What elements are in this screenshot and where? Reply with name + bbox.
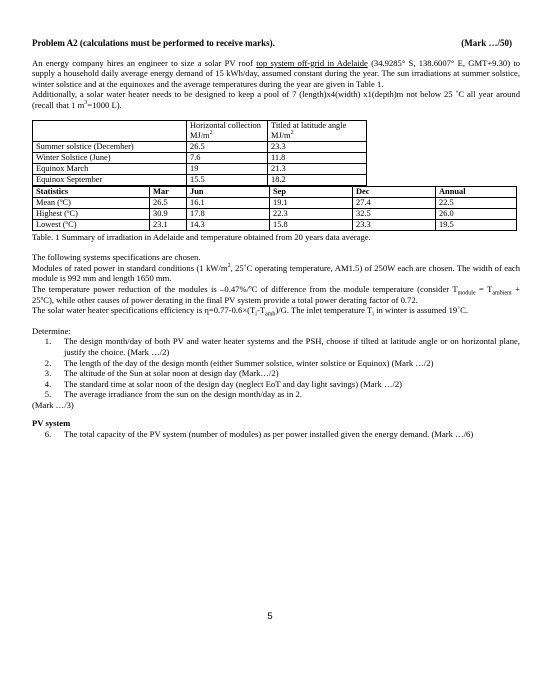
heater-sub: amb bbox=[265, 311, 276, 318]
problem-mark: (Mark …/50) bbox=[461, 38, 512, 48]
temp-text-b: = T bbox=[475, 283, 493, 294]
table-cell: Equinox March bbox=[33, 163, 187, 174]
list-text: The length of the day of the design month (either Summer solstice, winter solstice or Equinox) (Mark …/2) bbox=[64, 357, 434, 368]
table-row bbox=[33, 152, 367, 163]
table-row bbox=[33, 174, 367, 185]
heater-intro-text-a: Additionally, a solar water heater needs to be designed to keep a pool of 7 (length)x4(width) x1(depth)m not below 25 ˚C all year around (recall that 1 m bbox=[32, 89, 520, 110]
list-number: 5. bbox=[44, 389, 52, 400]
intro-underlined-text: top system off-grid in Adelaide bbox=[256, 57, 368, 68]
heater-sub: i bbox=[255, 311, 257, 318]
table-cell: 26.0 bbox=[436, 208, 517, 219]
table-cell: Highest (ºC) bbox=[33, 208, 150, 219]
table-row bbox=[33, 208, 517, 219]
table-cell: Summer solstice (December) bbox=[33, 141, 187, 152]
heater-text-b: -T bbox=[256, 305, 266, 316]
table-header-cell: Mar bbox=[150, 186, 187, 197]
table-cell: 16.1 bbox=[187, 197, 270, 208]
modules-text-a: Modules of rated power in standard conditions (1 kW/m bbox=[32, 262, 228, 273]
table-cell: Lowest (ºC) bbox=[33, 219, 150, 230]
table-cell: 26.5 bbox=[150, 197, 187, 208]
list-number: 2. bbox=[44, 357, 52, 368]
table-cell: Equinox September bbox=[33, 174, 187, 185]
table-cell: 17.8 bbox=[187, 208, 270, 219]
heater-text-c: )/G. The inlet temperature T bbox=[275, 305, 373, 316]
table-cell: 14.3 bbox=[187, 219, 270, 230]
modules-sup: 2 bbox=[227, 262, 231, 269]
modules-text-b: , 25˚C operating temperature, AM1.5) of 250W each are chosen. The width of each module is 992 mm and length 1650 mm. bbox=[32, 262, 520, 284]
table-cell: 23.3 bbox=[268, 141, 367, 152]
temp-sub: ambient bbox=[492, 290, 512, 297]
list-text: The altitude of the Sun at solar noon at design day (Mark…/2) bbox=[64, 368, 279, 379]
specs-intro: The following systems specifications are chosen. bbox=[32, 252, 201, 263]
table-cell: 26.5 bbox=[187, 141, 268, 152]
intro-paragraph bbox=[32, 58, 520, 90]
document-page bbox=[32, 38, 520, 440]
table-cell: 22.3 bbox=[270, 208, 353, 219]
table-cell: Mean (ºC) bbox=[33, 197, 150, 208]
table-cell: 15.8 bbox=[270, 219, 353, 230]
table-cell: 19.5 bbox=[436, 219, 517, 230]
heater-text-a: The solar water heater specifications efficiency is η=0.77-0.6×(T bbox=[32, 305, 256, 316]
irradiation-header-cell bbox=[33, 120, 187, 141]
heater-intro-sup: 3 bbox=[84, 100, 88, 107]
list-text: The average irradiance from the sun on the design month/day as in 2. bbox=[64, 389, 302, 400]
table-cell: 22.5 bbox=[436, 197, 517, 208]
table-cell: 19 bbox=[187, 163, 268, 174]
list-text: The design month/day of both PV and water heater systems and the PSH, choose if tilted at latitude angle or on horizontal plane, justify the choice. (Mark …/2) bbox=[64, 336, 520, 357]
list-number: 1. bbox=[44, 336, 52, 347]
intro-text-b: (34.9285° S, 138.6007° E, GMT+9.30) to supply a household daily average energy demand of 15 kWh/day, assumed constant during the year. The sun irradiations at summer solstice, winter solstice and at the equinoxes and the average temperatures during the year are given in Table 1. bbox=[32, 57, 521, 89]
temp-sub: module bbox=[457, 290, 476, 297]
heater-intro-paragraph bbox=[32, 89, 520, 110]
table-cell: 27.4 bbox=[353, 197, 436, 208]
table-cell: 11.8 bbox=[268, 152, 367, 163]
heater-text-d: in winter is assumed 19˚C. bbox=[373, 305, 468, 316]
problem-title: Problem A2 (calculations must be performed to receive marks). bbox=[32, 38, 275, 48]
header-sup: 2 bbox=[290, 129, 294, 136]
list-number: 4. bbox=[44, 378, 52, 389]
list-item bbox=[32, 368, 520, 379]
problem-heading bbox=[32, 38, 520, 49]
temp-text-a: The temperature power reduction of the modules is –0.47%/ºC of difference from the module temperature (consider T bbox=[32, 283, 458, 294]
table-cell: 19.1 bbox=[270, 197, 353, 208]
table-header-cell: Statistics bbox=[33, 186, 150, 197]
list-text: The standard time at solar noon of the design day (neglect EoT and day light savings) (Mark …/2) bbox=[64, 378, 403, 389]
table-cell: 18.2 bbox=[268, 174, 367, 185]
page-number: 5 bbox=[267, 611, 273, 622]
table-cell: Winter Solstice (June) bbox=[33, 152, 187, 163]
table-cell: 23.1 bbox=[150, 219, 187, 230]
table-header-cell: Jun bbox=[187, 186, 270, 197]
modules-paragraph bbox=[32, 263, 520, 284]
list-number: 6. bbox=[44, 429, 52, 440]
temperature-table bbox=[32, 186, 517, 231]
irradiation-header-cell bbox=[268, 120, 367, 141]
table-cell: 30.9 bbox=[150, 208, 187, 219]
determine-label: Determine: bbox=[32, 325, 71, 336]
table-row bbox=[33, 163, 367, 174]
irradiation-header-row bbox=[33, 120, 367, 141]
list-item bbox=[32, 429, 520, 440]
table-header-cell: Annual bbox=[436, 186, 517, 197]
heater-sub: i bbox=[372, 311, 374, 318]
table-cell: 23.3 bbox=[353, 219, 436, 230]
table-caption: Table. 1 Summary of irradiation in Adelaide and temperature obtained from 20 years data average. bbox=[32, 231, 371, 242]
list-item bbox=[32, 336, 520, 357]
table-cell: 15.5 bbox=[187, 174, 268, 185]
list-number: 3. bbox=[44, 368, 52, 379]
temperature-paragraph bbox=[32, 284, 520, 305]
table-header-cell: Dec bbox=[353, 186, 436, 197]
list-text: The total capacity of the PV system (number of modules) as per power installed given the energy demand. (Mark …/6) bbox=[64, 429, 474, 440]
header-sup: 2 bbox=[209, 129, 213, 136]
table-row bbox=[33, 197, 517, 208]
item5-mark: (Mark …/3) bbox=[32, 399, 74, 410]
table-row bbox=[33, 219, 517, 230]
temperature-header-row bbox=[33, 186, 517, 197]
list-item bbox=[32, 358, 520, 369]
table-row bbox=[33, 141, 367, 152]
heater-intro-text-b: =1000 L). bbox=[87, 99, 122, 110]
temp-text-c: + 25ºC), while other causes of power derating in the final PV system provide a total power derating factor of 0.72. bbox=[32, 283, 520, 305]
pv-system-heading: PV system bbox=[32, 418, 71, 429]
list-item bbox=[32, 389, 520, 400]
irradiation-header-cell bbox=[187, 120, 268, 141]
table-cell: 7.6 bbox=[187, 152, 268, 163]
list-item bbox=[32, 379, 520, 390]
table-cell: 32.5 bbox=[353, 208, 436, 219]
header-text: Titled at latitude angle MJ/m bbox=[271, 120, 347, 140]
header-text: Horizontal collection MJ/m bbox=[190, 120, 261, 140]
irradiation-table bbox=[32, 120, 367, 186]
table-cell: 21.3 bbox=[268, 163, 367, 174]
heater-paragraph bbox=[32, 305, 520, 316]
table-header-cell: Sep bbox=[270, 186, 353, 197]
intro-text-a: An energy company hires an engineer to size a solar PV roof bbox=[32, 57, 257, 68]
